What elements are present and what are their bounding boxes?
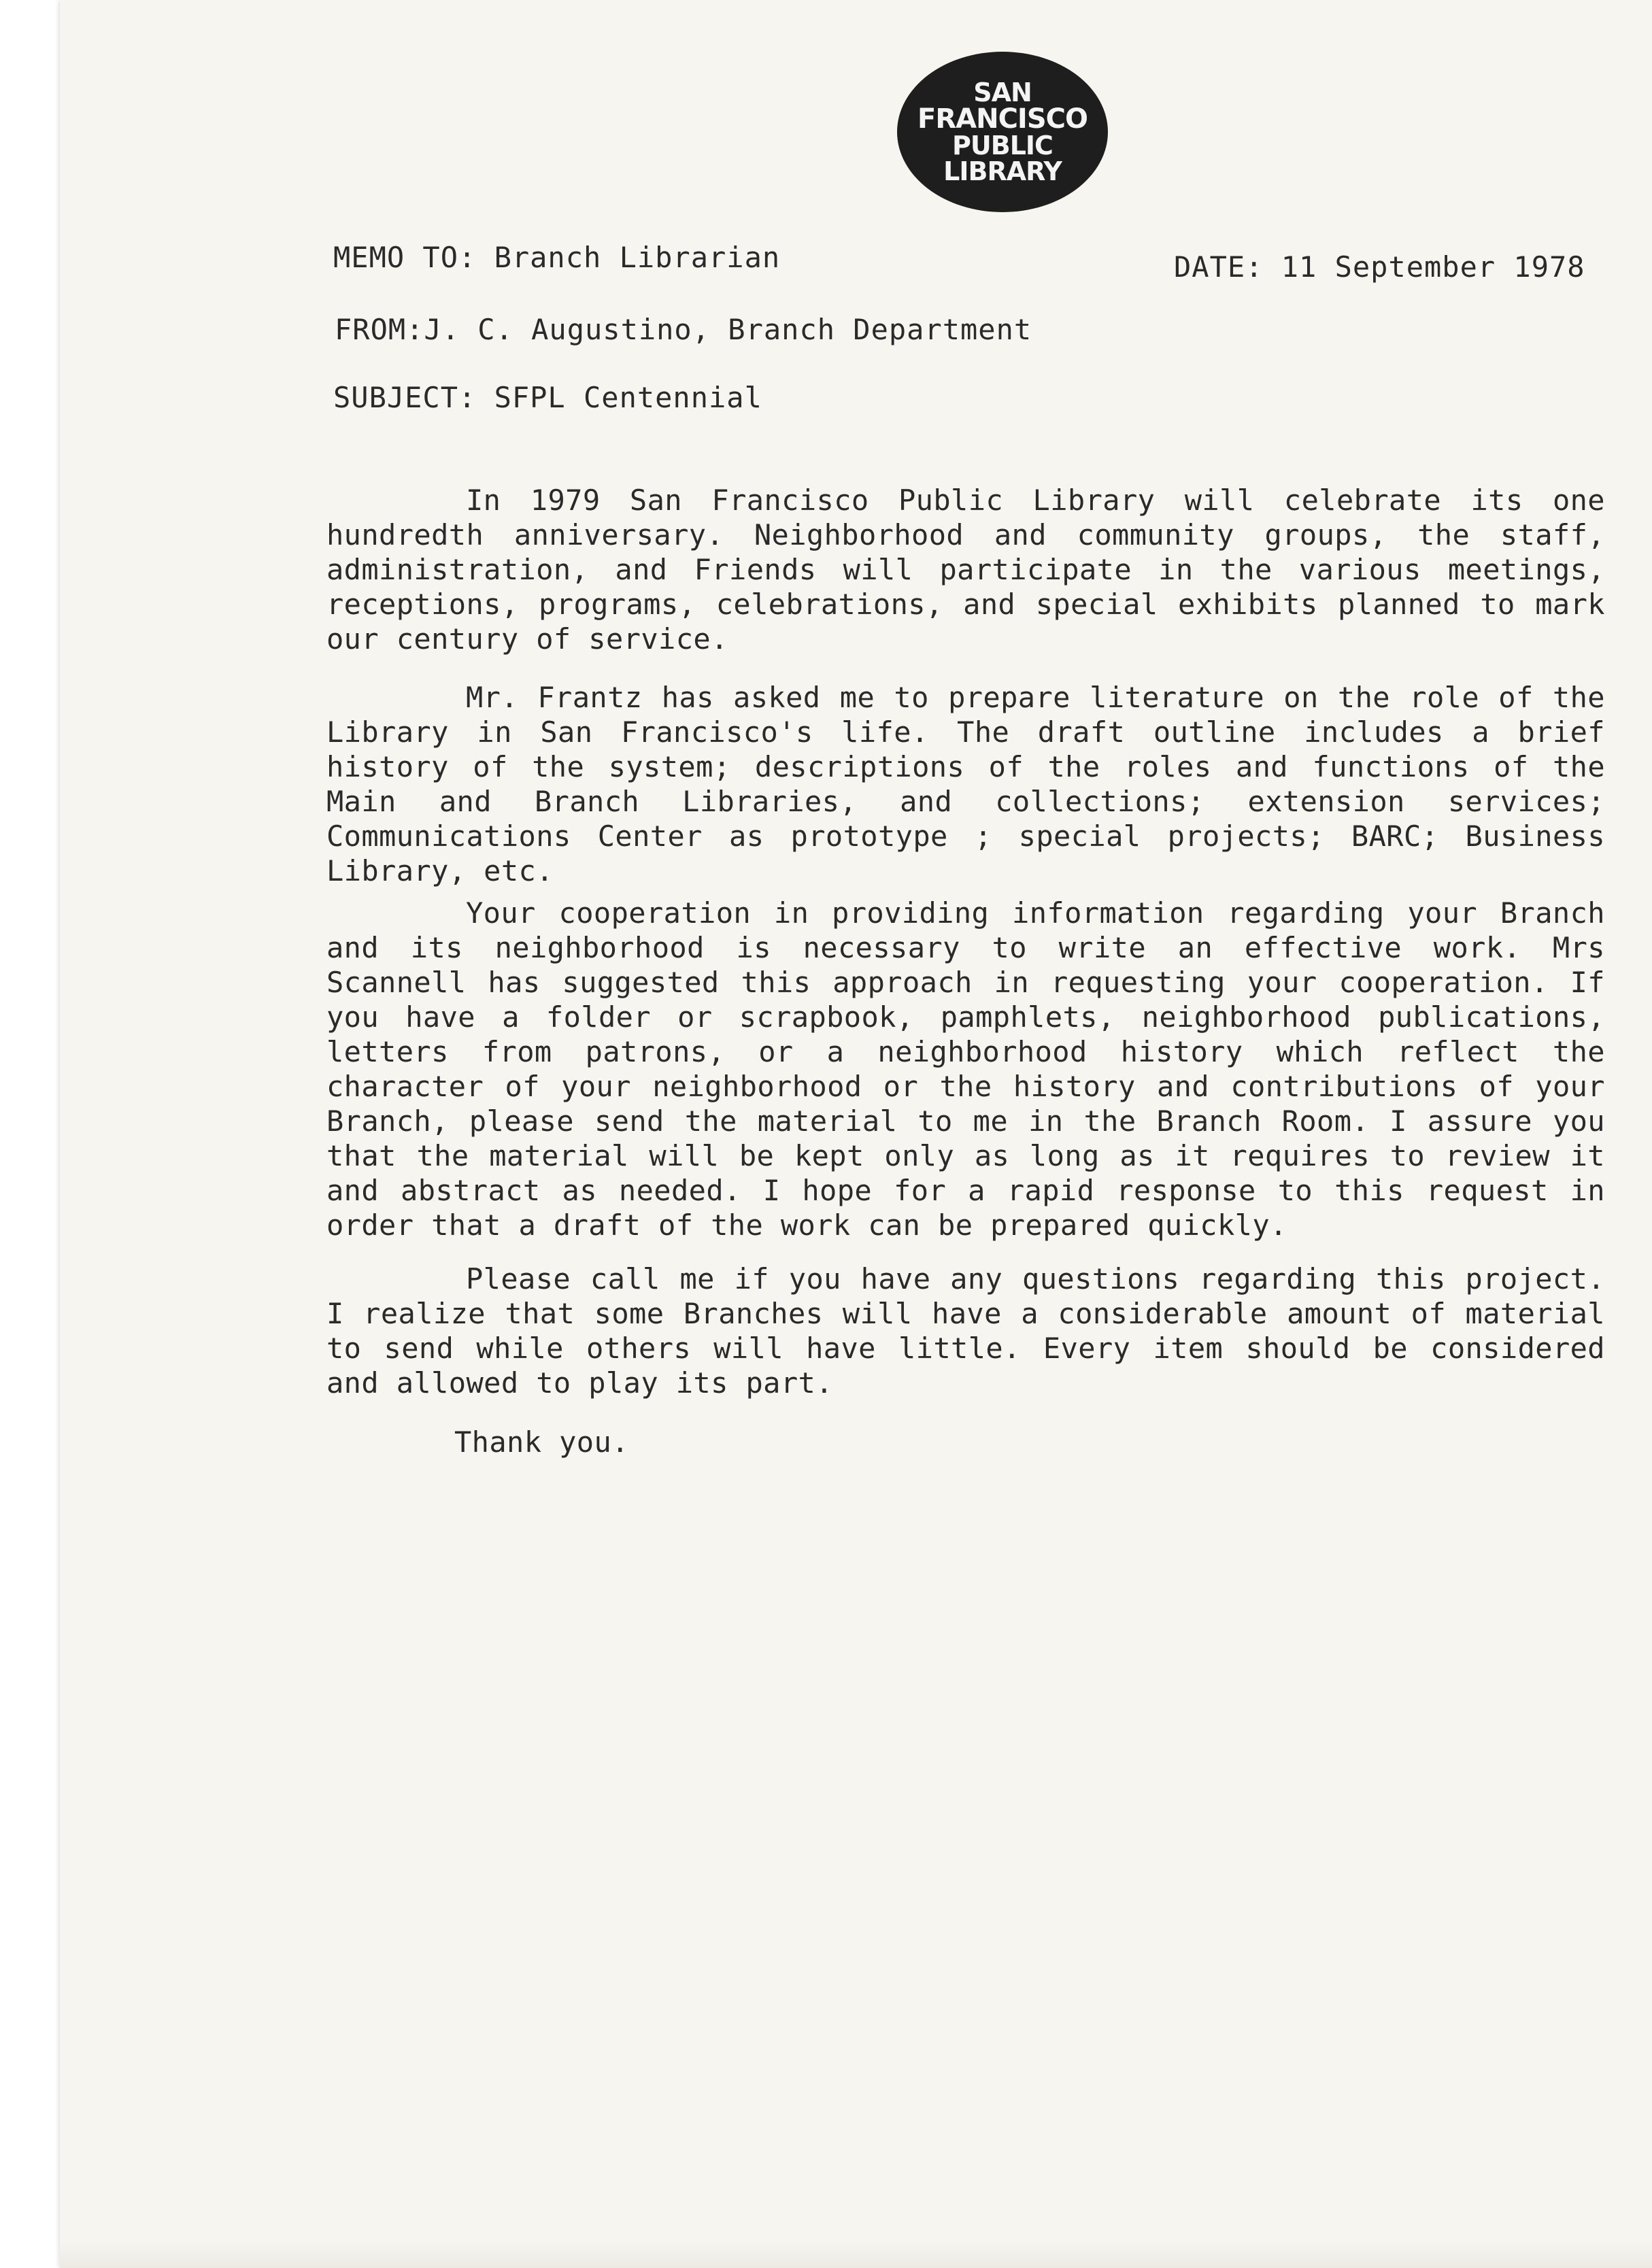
date-line: DATE: 11 September 1978 bbox=[1174, 250, 1585, 284]
page-bottom-edge bbox=[60, 2241, 1652, 2268]
subject-line: SUBJECT: SFPL Centennial bbox=[333, 381, 762, 414]
from-line: FROM:J. C. Augustino, Branch Department bbox=[335, 313, 1032, 346]
sfpl-logo bbox=[897, 52, 1108, 212]
body-paragraph-4: Please call me if you have any questions regarding this project. I realize that some Branches will have a considerable amount of material to send while others will have little. Every item should be considered and allowed to play its part. bbox=[326, 1262, 1605, 1400]
body-paragraph-1: In 1979 San Francisco Public Library will celebrate its one hundredth anniversary. Neighborhood and community groups, the staff, administration, and Friends will participate in the various meetings, receptions, programs, celebrations, and special exhibits planned to mark our century of service. bbox=[326, 484, 1605, 656]
logo-line-2: FRANCISCO bbox=[917, 103, 1088, 135]
closing-line: Thank you. bbox=[454, 1425, 629, 1459]
memo-to-line: MEMO TO: Branch Librarian bbox=[333, 241, 781, 274]
logo-line-4: LIBRARY bbox=[943, 156, 1062, 186]
logo-line-3: PUBLIC bbox=[952, 131, 1053, 160]
body-paragraph-2: Mr. Frantz has asked me to prepare literature on the role of the Library in San Francisco's life. The draft outline includes a brief history of the system; descriptions of the roles and functions of the Main and Branch Libraries, and collections; extension services; Communications Center as prototype ; special projects; BARC; Business Library, etc. bbox=[326, 681, 1605, 887]
logo-line-1: SAN bbox=[973, 78, 1032, 107]
body-paragraph-3: Your cooperation in providing information regarding your Branch and its neighborhood is necessary to write an effective work. Mrs Scannell has suggested this approach in requesting your cooperation. If you have a folder or scrapbook, pamphlets, neighborhood publications, letters from patrons, or a neighborhood history which reflect the character of your neighborhood or the history and contributions of your Branch, please send the material to me in the Branch Room. I assure you that the material will be kept only as long as it requires to review it and abstract as needed. I hope for a rapid response to this request in order that a draft of the work can be prepared quickly. bbox=[326, 896, 1605, 1242]
